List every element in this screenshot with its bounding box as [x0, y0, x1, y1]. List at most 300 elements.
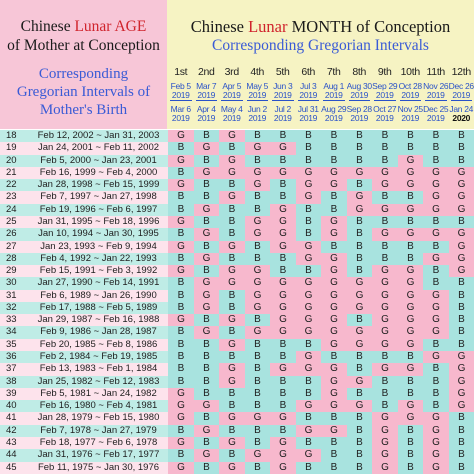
boy-cell: B [168, 253, 194, 266]
boy-cell: B [347, 412, 373, 425]
boy-cell: B [449, 142, 474, 155]
girl-cell: G [372, 204, 398, 217]
boy-cell: B [398, 130, 424, 143]
boy-cell: B [245, 376, 271, 389]
boy-cell: B [423, 216, 449, 229]
boy-cell: B [270, 351, 296, 364]
month-separator-line [451, 100, 473, 101]
girl-cell: G [372, 302, 398, 315]
month-separator-line [349, 100, 371, 101]
month-start-date: Apr 5 [222, 81, 242, 91]
girl-cell: G [296, 326, 322, 339]
boy-cell: B [245, 437, 271, 450]
girl-cell: G [423, 462, 449, 475]
boy-cell: B [296, 204, 322, 217]
boy-cell: B [270, 425, 296, 438]
boy-cell: B [449, 425, 474, 438]
girl-cell: G [398, 179, 424, 192]
row-age: 28 [6, 252, 17, 264]
month-header-1 [168, 66, 194, 128]
girl-cell: G [449, 191, 474, 204]
boy-cell: B [168, 326, 194, 339]
boy-cell: B [347, 253, 373, 266]
row-interval: Feb 13, 1983 ~ Feb 1, 1984 [39, 363, 158, 375]
girl-cell: G [449, 363, 474, 376]
boy-cell: B [245, 363, 271, 376]
boy-cell: B [168, 204, 194, 217]
girl-cell: G [168, 241, 194, 254]
month-separator-line [400, 100, 422, 101]
month-label: 3rd [224, 66, 239, 78]
girl-cell: G [449, 228, 474, 241]
girl-cell: G [168, 462, 194, 475]
boy-cell: B [398, 216, 424, 229]
month-start-year: 2019 [324, 90, 343, 100]
month-end-date: Jan 24 [449, 104, 474, 114]
boy-cell: B [449, 277, 474, 290]
row-interval: Feb 17, 1988 ~ Feb 5, 1989 [39, 301, 158, 313]
boy-cell: B [449, 302, 474, 315]
boy-cell: B [168, 228, 194, 241]
girl-cell: G [296, 179, 322, 192]
month-start-date: Mar 7 [196, 81, 217, 91]
girl-cell: G [321, 290, 347, 303]
boy-cell: B [245, 130, 271, 143]
girl-cell: G [219, 314, 245, 327]
girl-cell: G [398, 363, 424, 376]
boy-cell: B [168, 339, 194, 352]
girl-cell: G [245, 290, 271, 303]
month-end-year: 2019 [375, 113, 394, 123]
girl-cell: G [372, 326, 398, 339]
girl-cell: G [296, 449, 322, 462]
month-separator-line [374, 100, 396, 101]
header-left-subtitle-line1: Corresponding [38, 66, 129, 82]
girl-cell: G [296, 351, 322, 364]
boy-cell: B [194, 462, 220, 475]
boy-cell: B [168, 167, 194, 180]
row-interval: Feb 7, 1978 ~ Jan 27, 1979 [40, 424, 157, 436]
boy-cell: B [372, 130, 398, 143]
month-end-year: 2019 [401, 113, 420, 123]
girl-cell: G [194, 449, 220, 462]
girl-cell: G [245, 412, 271, 425]
girl-cell: G [270, 167, 296, 180]
girl-cell: G [270, 449, 296, 462]
girl-cell: G [347, 191, 373, 204]
boy-cell: B [321, 462, 347, 475]
girl-cell: G [372, 339, 398, 352]
boy-cell: B [347, 351, 373, 364]
girl-cell: G [347, 204, 373, 217]
boy-cell: B [347, 388, 373, 401]
girl-cell: G [398, 228, 424, 241]
girl-cell: G [245, 277, 271, 290]
girl-cell: G [168, 130, 194, 143]
girl-cell: G [219, 191, 245, 204]
row-interval: Feb 16, 1980 ~ Feb 4, 1981 [39, 400, 158, 412]
boy-cell: B [194, 216, 220, 229]
girl-cell: G [219, 155, 245, 168]
girl-cell: G [372, 462, 398, 475]
row-interval: Feb 15, 1991 ~ Feb 3, 1992 [39, 265, 158, 277]
month-separator-line [247, 100, 269, 101]
girl-cell: G [347, 326, 373, 339]
row-interval: Jan 27, 1990 ~ Feb 14, 1991 [37, 277, 160, 289]
girl-cell: G [423, 425, 449, 438]
girl-cell: G [194, 277, 220, 290]
month-label: 2nd [197, 66, 215, 78]
boy-cell: B [449, 155, 474, 168]
girl-cell: G [398, 400, 424, 413]
row-age: 36 [6, 351, 17, 363]
boy-cell: B [372, 351, 398, 364]
boy-cell: B [296, 462, 322, 475]
girl-cell: G [168, 388, 194, 401]
row-interval: Feb 6, 1989 ~ Jan 26, 1990 [40, 289, 157, 301]
month-header-11 [423, 66, 449, 128]
boy-cell: B [398, 253, 424, 266]
boy-cell: B [296, 412, 322, 425]
girl-cell: G [372, 179, 398, 192]
girl-cell: G [219, 376, 245, 389]
boy-cell: B [270, 130, 296, 143]
boy-cell: B [347, 142, 373, 155]
boy-cell: B [194, 376, 220, 389]
girl-cell: G [194, 253, 220, 266]
boy-cell: B [194, 241, 220, 254]
month-label: 11th [426, 66, 445, 78]
month-end-year: 2019 [248, 113, 267, 123]
month-header-9 [372, 66, 398, 128]
girl-cell: G [423, 167, 449, 180]
month-end-year: 2019 [171, 113, 190, 123]
girl-cell: G [449, 388, 474, 401]
month-label: 6th [301, 66, 316, 78]
row-interval: Feb 16, 1999 ~ Feb 4, 2000 [39, 166, 158, 178]
girl-cell: G [245, 179, 271, 192]
girl-cell: G [194, 290, 220, 303]
month-end-date: Nov 25 [397, 104, 423, 114]
girl-cell: G [296, 290, 322, 303]
month-separator-line [170, 100, 192, 101]
boy-cell: B [347, 265, 373, 278]
month-end-date: Apr 4 [196, 104, 216, 114]
girl-cell: G [270, 142, 296, 155]
boy-cell: B [219, 179, 245, 192]
month-header-12 [449, 66, 474, 128]
boy-cell: B [372, 241, 398, 254]
boy-cell: B [194, 265, 220, 278]
girl-cell: G [321, 302, 347, 315]
girl-cell: G [219, 265, 245, 278]
girl-cell: G [423, 228, 449, 241]
girl-cell: G [245, 265, 271, 278]
month-end-year: 2019 [299, 113, 318, 123]
girl-cell: G [372, 167, 398, 180]
girl-cell: G [423, 412, 449, 425]
girl-cell: G [449, 179, 474, 192]
boy-cell: B [398, 462, 424, 475]
girl-cell: G [398, 314, 424, 327]
row-interval: Jan 28, 1998 ~ Feb 15, 1999 [37, 179, 160, 191]
girl-cell: G [219, 437, 245, 450]
month-end-date: Aug 29 [321, 104, 347, 114]
boy-cell: B [245, 351, 271, 364]
boy-cell: B [372, 142, 398, 155]
girl-cell: G [296, 363, 322, 376]
boy-cell: B [398, 449, 424, 462]
boy-cell: B [194, 314, 220, 327]
girl-cell: G [194, 425, 220, 438]
girl-cell: G [245, 302, 271, 315]
month-end-year: 2019 [324, 113, 343, 123]
girl-cell: G [347, 277, 373, 290]
girl-cell: G [372, 290, 398, 303]
girl-cell: G [168, 216, 194, 229]
month-label: 7th [326, 66, 341, 78]
boy-cell: B [245, 204, 271, 217]
row-age: 25 [6, 215, 17, 227]
row-age: 22 [6, 179, 17, 191]
month-header-3 [219, 66, 245, 128]
boy-cell: B [270, 155, 296, 168]
row-interval: Jan 25, 1982 ~ Feb 12, 1983 [37, 375, 160, 387]
boy-cell: B [168, 290, 194, 303]
month-header-6 [296, 66, 322, 128]
boy-cell: B [168, 191, 194, 204]
row-age: 23 [6, 191, 17, 203]
boy-cell: B [372, 400, 398, 413]
boy-cell: B [423, 400, 449, 413]
girl-cell: G [245, 326, 271, 339]
row-interval: Jan 23, 1993 ~ Feb 9, 1994 [40, 240, 157, 252]
boy-cell: B [423, 277, 449, 290]
boy-cell: B [168, 351, 194, 364]
girl-cell: G [347, 376, 373, 389]
girl-cell: G [219, 462, 245, 475]
month-start-year: 2019 [273, 90, 292, 100]
boy-cell: B [347, 130, 373, 143]
header-right-subtitle: Corresponding Gregorian Intervals [212, 37, 429, 54]
girl-cell: G [296, 400, 322, 413]
row-age: 31 [6, 289, 17, 301]
boy-cell: B [168, 302, 194, 315]
girl-cell: G [194, 326, 220, 339]
row-interval: Feb 12, 2002 ~ Jan 31, 2003 [37, 130, 160, 141]
row-interval: Feb 9, 1986 ~ Jan 28, 1987 [40, 326, 157, 338]
girl-cell: G [245, 167, 271, 180]
girl-cell: G [219, 363, 245, 376]
girl-cell: G [194, 228, 220, 241]
boy-cell: B [321, 191, 347, 204]
girl-cell: G [347, 302, 373, 315]
boy-cell: B [321, 204, 347, 217]
girl-cell: G [245, 142, 271, 155]
girl-cell: G [219, 412, 245, 425]
boy-cell: B [245, 314, 271, 327]
girl-cell: G [423, 326, 449, 339]
girl-cell: G [270, 314, 296, 327]
boy-cell: B [372, 155, 398, 168]
boy-cell: B [219, 142, 245, 155]
row-interval: Feb 5, 2000 ~ Jan 23, 2001 [40, 154, 157, 166]
row-age: 24 [6, 203, 17, 215]
row-age: 21 [6, 166, 17, 178]
boy-cell: B [219, 253, 245, 266]
girl-cell: G [321, 400, 347, 413]
month-start-year: 2019 [197, 90, 216, 100]
header-left [0, 0, 167, 129]
header-left-subtitle-line2: Gregorian Intervals of [16, 84, 151, 100]
girl-cell: G [296, 314, 322, 327]
row-interval: Feb 19, 1996 ~ Feb 6, 1997 [39, 203, 158, 215]
month-separator-line [272, 100, 294, 101]
row-age: 45 [6, 461, 17, 473]
girl-cell: G [449, 376, 474, 389]
month-start-date: Dec 26 [448, 81, 474, 91]
header-right-title [167, 17, 474, 37]
boy-cell: B [372, 191, 398, 204]
girl-cell: G [270, 412, 296, 425]
month-end-year: 2019 [273, 113, 292, 123]
month-label: 12th [451, 66, 471, 78]
girl-cell: G [398, 290, 424, 303]
boy-cell: B [194, 130, 220, 143]
boy-cell: B [194, 388, 220, 401]
girl-cell: G [372, 425, 398, 438]
girl-cell: G [245, 228, 271, 241]
month-end-date: Sep 28 [346, 104, 372, 114]
boy-cell: B [219, 204, 245, 217]
girl-cell: G [296, 425, 322, 438]
girl-cell: G [270, 241, 296, 254]
boy-cell: B [270, 265, 296, 278]
boy-cell: B [245, 155, 271, 168]
boy-cell: B [245, 388, 271, 401]
row-interval: Jan 31, 1976 ~ Feb 17, 1977 [37, 449, 160, 461]
girl-cell: G [423, 449, 449, 462]
girl-cell: G [270, 228, 296, 241]
boy-cell: B [321, 412, 347, 425]
girl-cell: G [423, 290, 449, 303]
boy-cell: B [423, 155, 449, 168]
month-start-date: May 5 [246, 81, 269, 91]
row-interval: Feb 2, 1984 ~ Feb 19, 1985 [39, 351, 158, 363]
row-interval: Jan 10, 1994 ~ Jan 30, 1995 [38, 228, 159, 240]
girl-cell: G [194, 142, 220, 155]
month-label: 9th [377, 66, 392, 78]
boy-cell: B [296, 339, 322, 352]
girl-cell: G [321, 388, 347, 401]
month-separator-line [323, 100, 345, 101]
girl-cell: G [321, 425, 347, 438]
row-age: 29 [6, 265, 17, 277]
month-end-date: Oct 27 [373, 104, 397, 114]
boy-cell: B [423, 339, 449, 352]
boy-cell: B [245, 253, 271, 266]
month-end-year: 2019 [426, 113, 445, 123]
boy-cell: B [449, 449, 474, 462]
boy-cell: B [372, 376, 398, 389]
girl-cell: G [194, 302, 220, 315]
boy-cell: B [245, 400, 271, 413]
boy-cell: B [321, 130, 347, 143]
boy-cell: B [270, 339, 296, 352]
boy-cell: B [398, 437, 424, 450]
girl-cell: G [347, 290, 373, 303]
header-left-title-line2: of Mother at Conception [7, 37, 160, 54]
row-age: 20 [6, 154, 17, 166]
girl-cell: G [321, 277, 347, 290]
boy-cell: B [321, 241, 347, 254]
month-header-4 [245, 66, 271, 128]
row-age: 44 [6, 449, 17, 461]
month-start-year: 2019 [248, 90, 267, 100]
boy-cell: B [296, 265, 322, 278]
boy-cell: B [398, 376, 424, 389]
girl-cell: G [219, 339, 245, 352]
row-age: 34 [6, 326, 17, 338]
month-start-year: 2019 [350, 90, 369, 100]
girl-cell: G [398, 339, 424, 352]
girl-cell: G [372, 412, 398, 425]
boy-cell: B [296, 155, 322, 168]
month-label: 10th [400, 66, 420, 78]
girl-cell: G [296, 253, 322, 266]
row-age: 26 [6, 228, 17, 240]
boy-cell: B [449, 437, 474, 450]
girl-cell: G [372, 314, 398, 327]
girl-cell: G [270, 363, 296, 376]
row-interval: Jan 24, 2001 ~ Feb 11, 2002 [37, 142, 160, 154]
boy-cell: B [321, 437, 347, 450]
boy-cell: B [270, 179, 296, 192]
month-end-date: Jun 2 [247, 104, 267, 114]
title-prefix: Chinese [20, 18, 75, 35]
girl-cell: G [194, 204, 220, 217]
boy-cell: B [245, 339, 271, 352]
girl-cell: G [194, 400, 220, 413]
boy-cell: B [219, 449, 245, 462]
month-start-date: Sep 29 [372, 81, 398, 91]
boy-cell: B [270, 253, 296, 266]
boy-cell: B [321, 142, 347, 155]
boy-cell: B [372, 388, 398, 401]
girl-cell: G [321, 253, 347, 266]
boy-cell: B [449, 462, 474, 475]
month-header-2 [194, 66, 220, 128]
girl-cell: G [168, 412, 194, 425]
row-interval: Feb 5, 1981 ~ Jan 24, 1982 [40, 387, 157, 399]
boy-cell: B [398, 142, 424, 155]
month-end-date: Jul 31 [297, 104, 319, 114]
month-separator-line [298, 100, 320, 101]
girl-cell: G [321, 376, 347, 389]
month-start-date: Aug 30 [346, 81, 372, 91]
boy-cell: B [245, 425, 271, 438]
girl-cell: G [449, 167, 474, 180]
girl-cell: G [321, 228, 347, 241]
girl-cell: G [296, 277, 322, 290]
row-age: 42 [6, 424, 17, 436]
girl-cell: G [245, 449, 271, 462]
row-age: 43 [6, 437, 17, 448]
month-end-date: Jul 2 [274, 104, 291, 114]
title-lunar: Lunar [248, 17, 288, 36]
boy-cell: B [168, 363, 194, 376]
girl-cell: G [398, 326, 424, 339]
